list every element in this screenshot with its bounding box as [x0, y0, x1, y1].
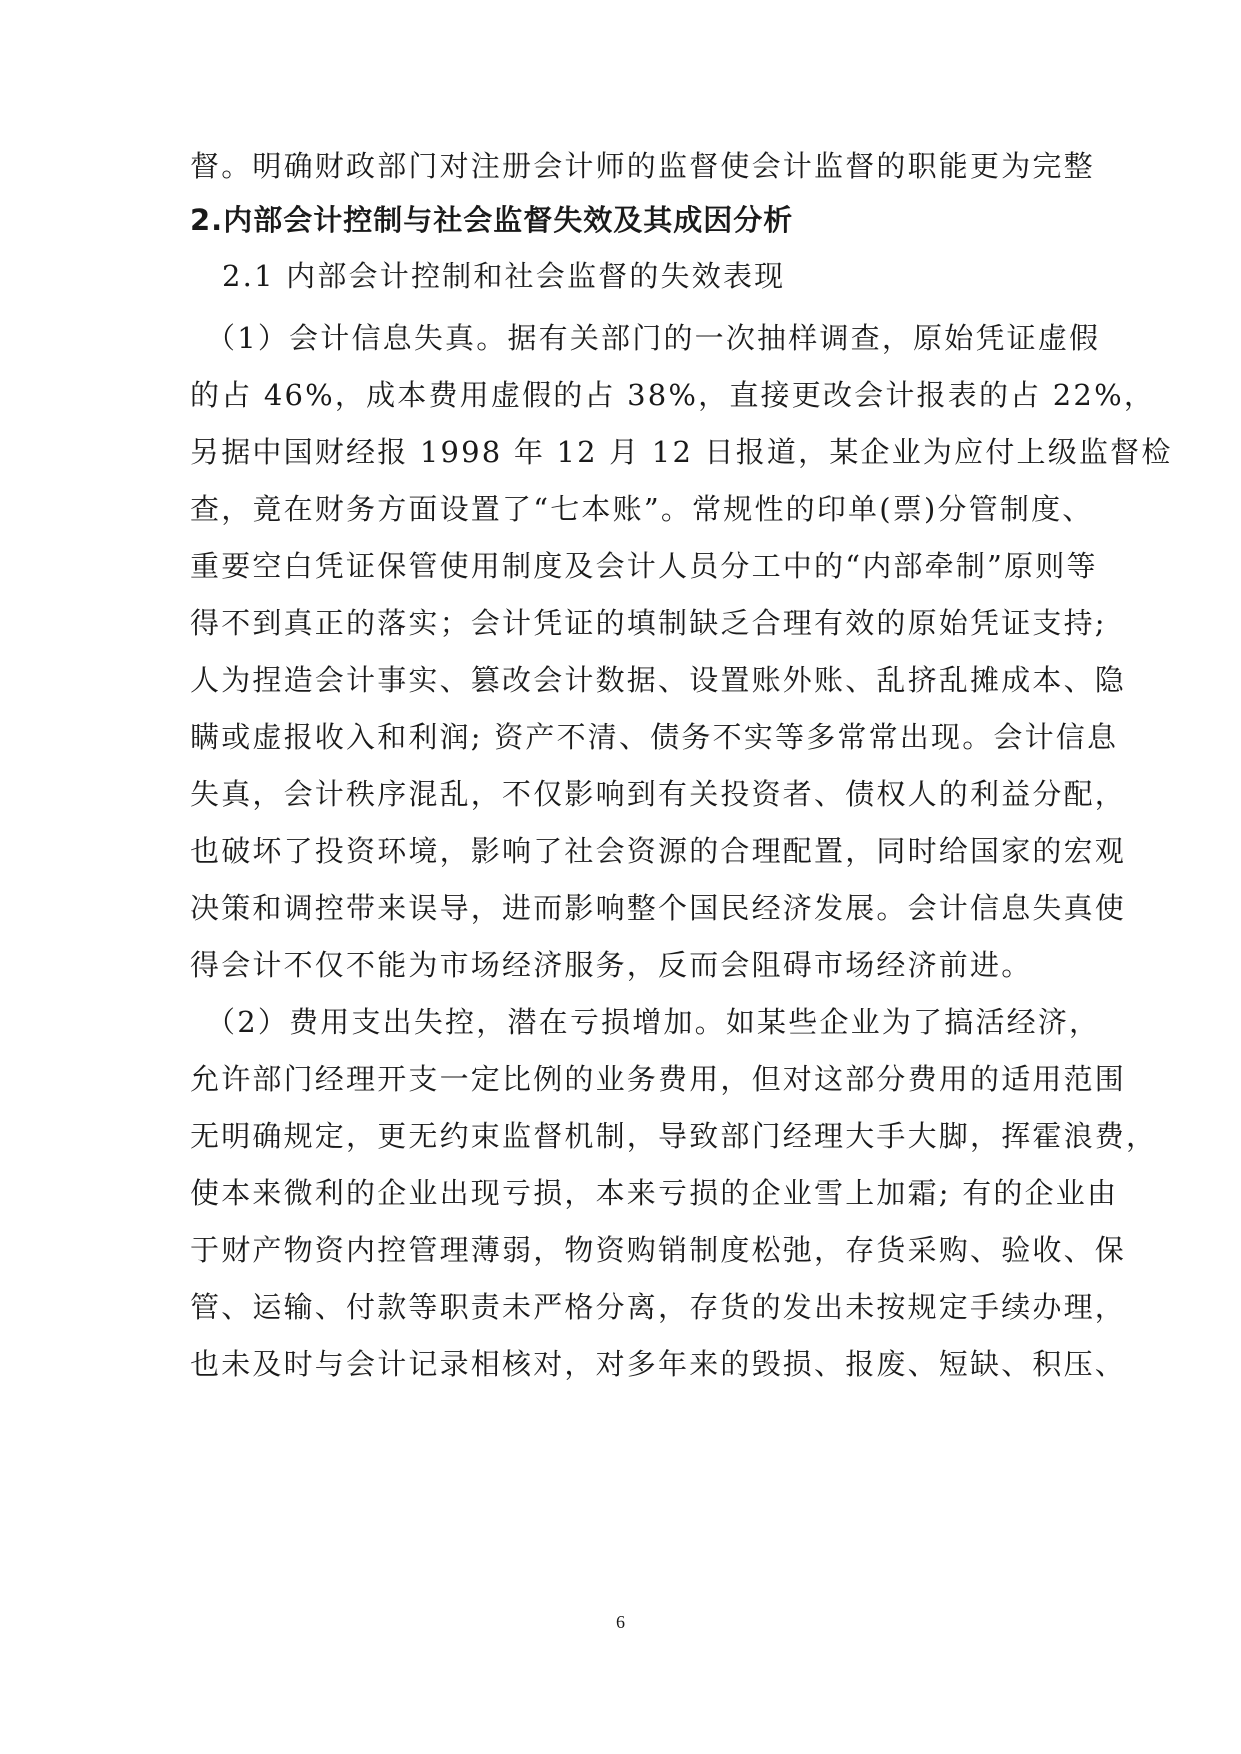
- paragraph-line: 得会计不仅不能为市场经济服务，反而会阻碍市场经济前进。: [190, 948, 1033, 982]
- subsection-heading: 2.1 内部会计控制和社会监督的失效表现: [222, 259, 786, 293]
- paragraph-line: 也破坏了投资环境，影响了社会资源的合理配置，同时给国家的宏观: [190, 834, 1127, 868]
- paragraph-line: 瞒或虚报收入和利润; 资产不清、债务不实等多常常出现。会计信息: [190, 720, 1119, 754]
- paragraph-line: 也未及时与会计记录相核对，对多年来的毁损、报废、短缺、积压、: [190, 1347, 1127, 1381]
- paragraph-line: 失真，会计秩序混乱，不仅影响到有关投资者、债权人的利益分配，: [190, 777, 1127, 811]
- paragraph-line: 另据中国财经报 1998 年 12 月 12 日报道，某企业为应付上级监督检: [190, 435, 1173, 469]
- paragraph-line: 决策和调控带来误导，进而影响整个国民经济发展。会计信息失真使: [190, 891, 1127, 925]
- page-number: 6: [616, 1612, 625, 1632]
- paragraph-line: 于财产物资内控管理薄弱，物资购销制度松弛，存货采购、验收、保: [190, 1233, 1127, 1267]
- paragraph-line: 允许部门经理开支一定比例的业务费用，但对这部分费用的适用范围: [190, 1062, 1127, 1096]
- paragraph-line: 得不到真正的落实；会计凭证的填制缺乏合理有效的原始凭证支持;: [190, 606, 1107, 640]
- paragraph-line: （1）会计信息失真。据有关部门的一次抽样调查，原始凭证虚假: [206, 321, 1101, 355]
- paragraph-line: （2）费用支出失控，潜在亏损增加。如某些企业为了搞活经济，: [206, 1005, 1101, 1039]
- paragraph-line: 查，竟在财务方面设置了“七本账”。常规性的印单(票)分管制度、: [190, 492, 1094, 526]
- paragraph-line: 管、运输、付款等职责未严格分离，存货的发出未按规定手续办理，: [190, 1290, 1127, 1324]
- paragraph-line: 人为捏造会计事实、篡改会计数据、设置账外账、乱挤乱摊成本、隐: [190, 663, 1127, 697]
- paragraph-line: 无明确规定，更无约束监督机制，导致部门经理大手大脚，挥霍浪费，: [190, 1119, 1158, 1153]
- paragraph-line: 的占 46%，成本费用虚假的占 38%，直接更改会计报表的占 22%，: [190, 378, 1156, 412]
- paragraph-line: 督。明确财政部门对注册会计师的监督使会计监督的职能更为完整: [190, 149, 1095, 183]
- paragraph-line: 重要空白凭证保管使用制度及会计人员分工中的“内部牵制”原则等: [190, 549, 1098, 583]
- section-heading: 2.内部会计控制与社会监督失效及其成因分析: [190, 203, 794, 237]
- paragraph-line: 使本来微利的企业出现亏损，本来亏损的企业雪上加霜; 有的企业由: [190, 1176, 1119, 1210]
